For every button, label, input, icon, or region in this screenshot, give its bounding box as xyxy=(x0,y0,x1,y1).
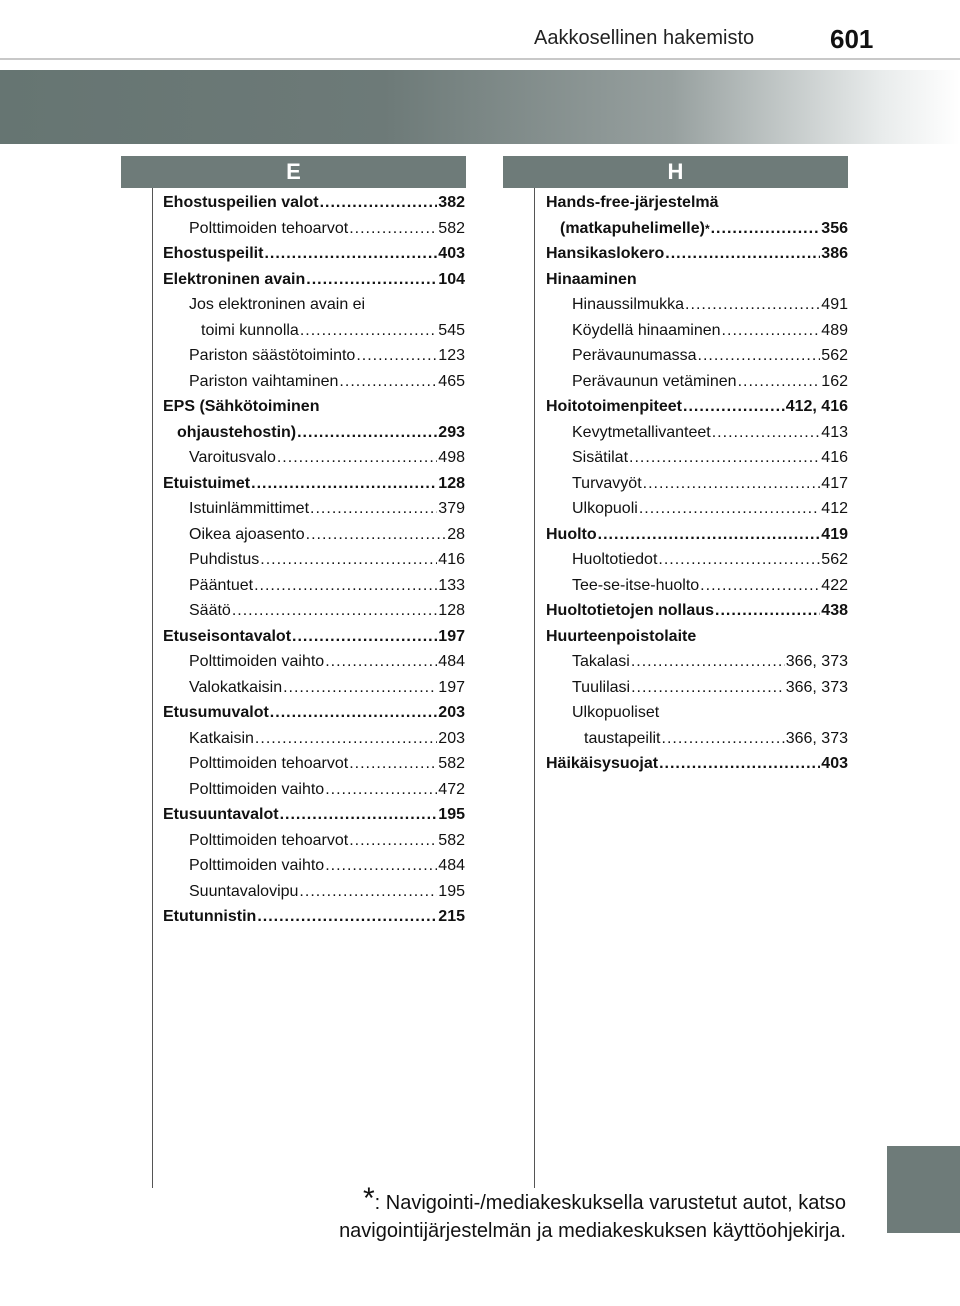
index-term: Polttimoiden vaihto xyxy=(189,780,325,798)
index-column-e xyxy=(163,190,465,930)
index-entry xyxy=(163,904,465,930)
index-entry xyxy=(546,751,848,777)
leader-dots xyxy=(662,726,785,752)
running-header-title: Aakkosellinen hakemisto xyxy=(534,27,755,49)
page-reference: 162 xyxy=(821,372,848,390)
index-entry xyxy=(163,445,465,471)
index-term: Hoitotoimenpiteet xyxy=(546,398,682,415)
index-entry xyxy=(163,471,465,497)
index-entry xyxy=(546,522,848,548)
footnote xyxy=(339,1182,846,1245)
index-column-h xyxy=(546,190,848,777)
index-term: Ehostuspeilien valot xyxy=(163,194,319,211)
leader-dots xyxy=(325,777,437,803)
leader-dots xyxy=(349,751,437,777)
index-term: Turvavyöt xyxy=(572,474,642,492)
column-rule-right xyxy=(534,188,535,1188)
leader-dots xyxy=(306,522,447,548)
index-term: EPS (Sähkötoiminen xyxy=(163,398,320,415)
index-term: Huurteenpoistolaite xyxy=(546,627,697,645)
leader-dots xyxy=(629,445,820,471)
page-reference: 562 xyxy=(821,347,848,364)
page-reference: 197 xyxy=(438,678,465,696)
leader-dots xyxy=(356,343,437,369)
leader-dots xyxy=(349,828,437,854)
index-entry xyxy=(546,420,848,446)
index-entry xyxy=(546,649,848,675)
index-term: Polttimoiden vaihto xyxy=(189,653,325,670)
index-entry xyxy=(163,420,465,446)
leader-dots xyxy=(251,471,437,497)
page-reference: 386 xyxy=(821,245,848,262)
index-term: Perävaunun vetäminen xyxy=(572,372,737,390)
index-term: toimi kunnolla xyxy=(201,321,299,339)
index-term: Ulkopuoli xyxy=(572,500,638,517)
leader-dots xyxy=(325,853,437,879)
page-reference: 128 xyxy=(438,602,465,619)
index-entry xyxy=(546,471,848,497)
index-term: Häikäisysuojat xyxy=(546,755,659,772)
index-term: Jos elektroninen avain ei xyxy=(189,296,366,313)
index-term: Oikea ajoasento xyxy=(189,525,305,543)
index-entry xyxy=(546,598,848,624)
page-reference: 403 xyxy=(821,755,848,772)
page-reference: 498 xyxy=(438,449,465,466)
page-reference: 416 xyxy=(438,551,465,568)
page-reference: 356 xyxy=(821,219,848,237)
page-reference: 489 xyxy=(821,321,848,339)
leader-dots xyxy=(722,318,821,344)
section-header-h: H xyxy=(503,156,848,188)
index-entry xyxy=(163,241,465,267)
page-reference: 582 xyxy=(438,755,465,772)
index-term: Säätö xyxy=(189,602,231,619)
index-term: Ulkopuoliset xyxy=(572,704,660,721)
index-term: Sisätilat xyxy=(572,449,629,466)
index-term: Huolto xyxy=(546,525,597,543)
index-term: Perävaunumassa xyxy=(572,347,697,364)
index-term: Pääntuet xyxy=(189,576,254,594)
index-entry xyxy=(163,751,465,777)
index-term: Hinaussilmukka xyxy=(572,296,685,313)
leader-dots xyxy=(254,573,437,599)
leader-dots xyxy=(683,394,785,420)
index-entry xyxy=(546,547,848,573)
page-reference: 197 xyxy=(438,627,465,645)
index-entry xyxy=(163,573,465,599)
index-entry xyxy=(163,292,465,318)
page-reference: 215 xyxy=(438,908,465,925)
index-entry xyxy=(546,726,848,752)
index-term: Hands-free-järjestelmä xyxy=(546,194,719,211)
leader-dots xyxy=(659,751,820,777)
page-reference: 417 xyxy=(821,474,848,492)
index-term: Elektroninen avain xyxy=(163,270,306,288)
page-reference: 403 xyxy=(438,245,465,262)
page-reference: 366, 373 xyxy=(785,729,848,747)
leader-dots xyxy=(306,267,437,293)
index-term: Etuseisontavalot xyxy=(163,627,292,645)
page-reference: 104 xyxy=(438,270,465,288)
index-term: Suuntavalovipu xyxy=(189,882,299,900)
leader-dots xyxy=(639,496,820,522)
page-reference: 484 xyxy=(438,653,465,670)
leader-dots xyxy=(715,598,820,624)
index-entry xyxy=(546,445,848,471)
index-entry xyxy=(546,496,848,522)
index-entry xyxy=(546,241,848,267)
leader-dots xyxy=(270,700,438,726)
leader-dots xyxy=(292,624,437,650)
index-term: Polttimoiden tehoarvot xyxy=(189,755,349,772)
index-entry xyxy=(163,649,465,675)
index-term: Huoltotiedot xyxy=(572,551,658,568)
index-term: Etusuuntavalot xyxy=(163,806,279,823)
page-reference: 562 xyxy=(821,551,848,568)
page-reference: 195 xyxy=(438,882,465,900)
leader-dots xyxy=(631,649,785,675)
index-term: Ehostuspeilit xyxy=(163,245,264,262)
page-reference: 438 xyxy=(821,602,848,619)
page-reference: 203 xyxy=(438,704,465,721)
section-header-e: E xyxy=(121,156,466,188)
leader-dots xyxy=(320,190,438,216)
index-entry xyxy=(163,700,465,726)
leader-dots xyxy=(700,573,820,599)
index-entry xyxy=(163,879,465,905)
page-reference: 484 xyxy=(438,857,465,874)
page-reference: 293 xyxy=(438,423,465,441)
index-entry xyxy=(546,394,848,420)
index-entry xyxy=(546,343,848,369)
page-reference: 582 xyxy=(438,831,465,849)
leader-dots xyxy=(280,802,438,828)
index-entry xyxy=(546,267,848,293)
leader-dots xyxy=(232,598,437,624)
index-entry xyxy=(163,726,465,752)
page-reference: 203 xyxy=(438,729,465,747)
page-reference: 133 xyxy=(438,576,465,594)
leader-dots xyxy=(277,445,437,471)
page-reference: 28 xyxy=(447,525,465,543)
footnote-text-1: : Navigointi-/mediakeskuksella varustetut autot, katso xyxy=(374,1192,846,1214)
decorative-banner xyxy=(0,70,960,144)
index-entry xyxy=(546,700,848,726)
leader-dots xyxy=(255,726,437,752)
leader-dots xyxy=(631,675,785,701)
leader-dots xyxy=(310,496,437,522)
leader-dots xyxy=(658,547,820,573)
page-reference: 413 xyxy=(821,423,848,441)
index-entry xyxy=(546,369,848,395)
leader-dots xyxy=(712,420,821,446)
index-term: Köydellä hinaaminen xyxy=(572,321,721,339)
index-term: Varoitusvalo xyxy=(189,449,276,466)
leader-dots xyxy=(297,420,437,446)
column-rule-left xyxy=(152,188,153,1188)
footnote-line-1 xyxy=(339,1182,846,1217)
index-entry xyxy=(163,190,465,216)
index-term: ohjaustehostin) xyxy=(177,423,297,441)
leader-dots xyxy=(598,522,821,548)
page-reference: 465 xyxy=(438,372,465,390)
index-entry xyxy=(163,522,465,548)
index-entry xyxy=(163,216,465,242)
index-term: Takalasi xyxy=(572,653,630,670)
index-entry xyxy=(546,675,848,701)
index-entry xyxy=(163,394,465,420)
index-term: Tee-se-itse-huolto xyxy=(572,576,700,594)
page-reference: 128 xyxy=(438,474,465,492)
index-entry xyxy=(546,573,848,599)
page-reference: 545 xyxy=(438,321,465,339)
index-term: Huoltotietojen nollaus xyxy=(546,602,714,619)
leader-dots xyxy=(283,675,437,701)
index-term: Pariston säästötoiminto xyxy=(189,347,356,364)
index-entry xyxy=(163,598,465,624)
page-reference: 472 xyxy=(438,780,465,798)
page-reference: 419 xyxy=(821,525,848,543)
page-reference: 382 xyxy=(438,194,465,211)
page-reference: 582 xyxy=(438,219,465,237)
page-reference: 412 xyxy=(821,500,848,517)
page-reference: 123 xyxy=(438,347,465,364)
index-entry xyxy=(163,675,465,701)
index-entry xyxy=(163,343,465,369)
index-entry xyxy=(546,190,848,216)
index-entry xyxy=(163,624,465,650)
leader-dots xyxy=(260,547,437,573)
page-reference: 491 xyxy=(821,296,848,313)
index-term: taustapeilit xyxy=(584,729,661,747)
leader-dots xyxy=(711,216,821,242)
index-term: Valokatkaisin xyxy=(189,678,283,696)
index-term: Pariston vaihtaminen xyxy=(189,372,339,390)
leader-dots xyxy=(738,369,821,395)
index-term: Hinaaminen xyxy=(546,270,637,288)
index-entry xyxy=(546,624,848,650)
index-entry xyxy=(163,318,465,344)
index-term: Kevytmetallivanteet xyxy=(572,423,711,441)
leader-dots xyxy=(299,879,437,905)
index-term: Polttimoiden vaihto xyxy=(189,857,325,874)
index-entry xyxy=(163,853,465,879)
index-entry xyxy=(546,292,848,318)
index-term: Polttimoiden tehoarvot xyxy=(189,831,349,849)
index-term: Tuulilasi xyxy=(572,678,631,696)
leader-dots xyxy=(339,369,437,395)
index-term: Polttimoiden tehoarvot xyxy=(189,219,349,237)
index-term: Hansikaslokero xyxy=(546,245,665,262)
index-term: Etutunnistin xyxy=(163,908,257,925)
leader-dots xyxy=(685,292,820,318)
page-reference: 379 xyxy=(438,500,465,517)
index-entry xyxy=(163,828,465,854)
index-entry xyxy=(163,777,465,803)
index-term: Istuinlämmittimet xyxy=(189,500,310,517)
index-entry xyxy=(163,547,465,573)
leader-dots xyxy=(349,216,437,242)
footnote-line-2: navigointijärjestelmän ja mediakeskuksen käyttöohjekirja. xyxy=(339,1220,846,1242)
leader-dots xyxy=(257,904,437,930)
page-number: 601 xyxy=(830,24,874,54)
index-term: Puhdistus xyxy=(189,551,260,568)
leader-dots xyxy=(300,318,437,344)
chapter-thumb-tab xyxy=(887,1146,960,1233)
index-entry xyxy=(163,496,465,522)
leader-dots xyxy=(264,241,437,267)
index-term: Katkaisin xyxy=(189,729,254,747)
page-reference: 366, 373 xyxy=(785,678,848,696)
page-reference: 416 xyxy=(821,449,848,466)
header-divider xyxy=(0,58,960,60)
page-reference: 366, 373 xyxy=(785,653,848,670)
index-term: Etuistuimet xyxy=(163,474,251,492)
footnote-marker: * xyxy=(362,1182,375,1215)
index-entry xyxy=(163,267,465,293)
page-reference: 422 xyxy=(821,576,848,594)
page-reference: 195 xyxy=(438,806,465,823)
page-reference: 412, 416 xyxy=(785,398,848,415)
leader-dots xyxy=(643,471,821,497)
index-entry: (matkapuhelimelle) * ..... 356 xyxy=(546,216,848,242)
leader-dots xyxy=(665,241,820,267)
index-term: (matkapuhelimelle) xyxy=(560,219,705,237)
leader-dots xyxy=(325,649,437,675)
index-entry xyxy=(163,369,465,395)
index-entry xyxy=(546,318,848,344)
index-entry xyxy=(163,802,465,828)
leader-dots xyxy=(698,343,821,369)
index-term: Etusumuvalot xyxy=(163,704,269,721)
